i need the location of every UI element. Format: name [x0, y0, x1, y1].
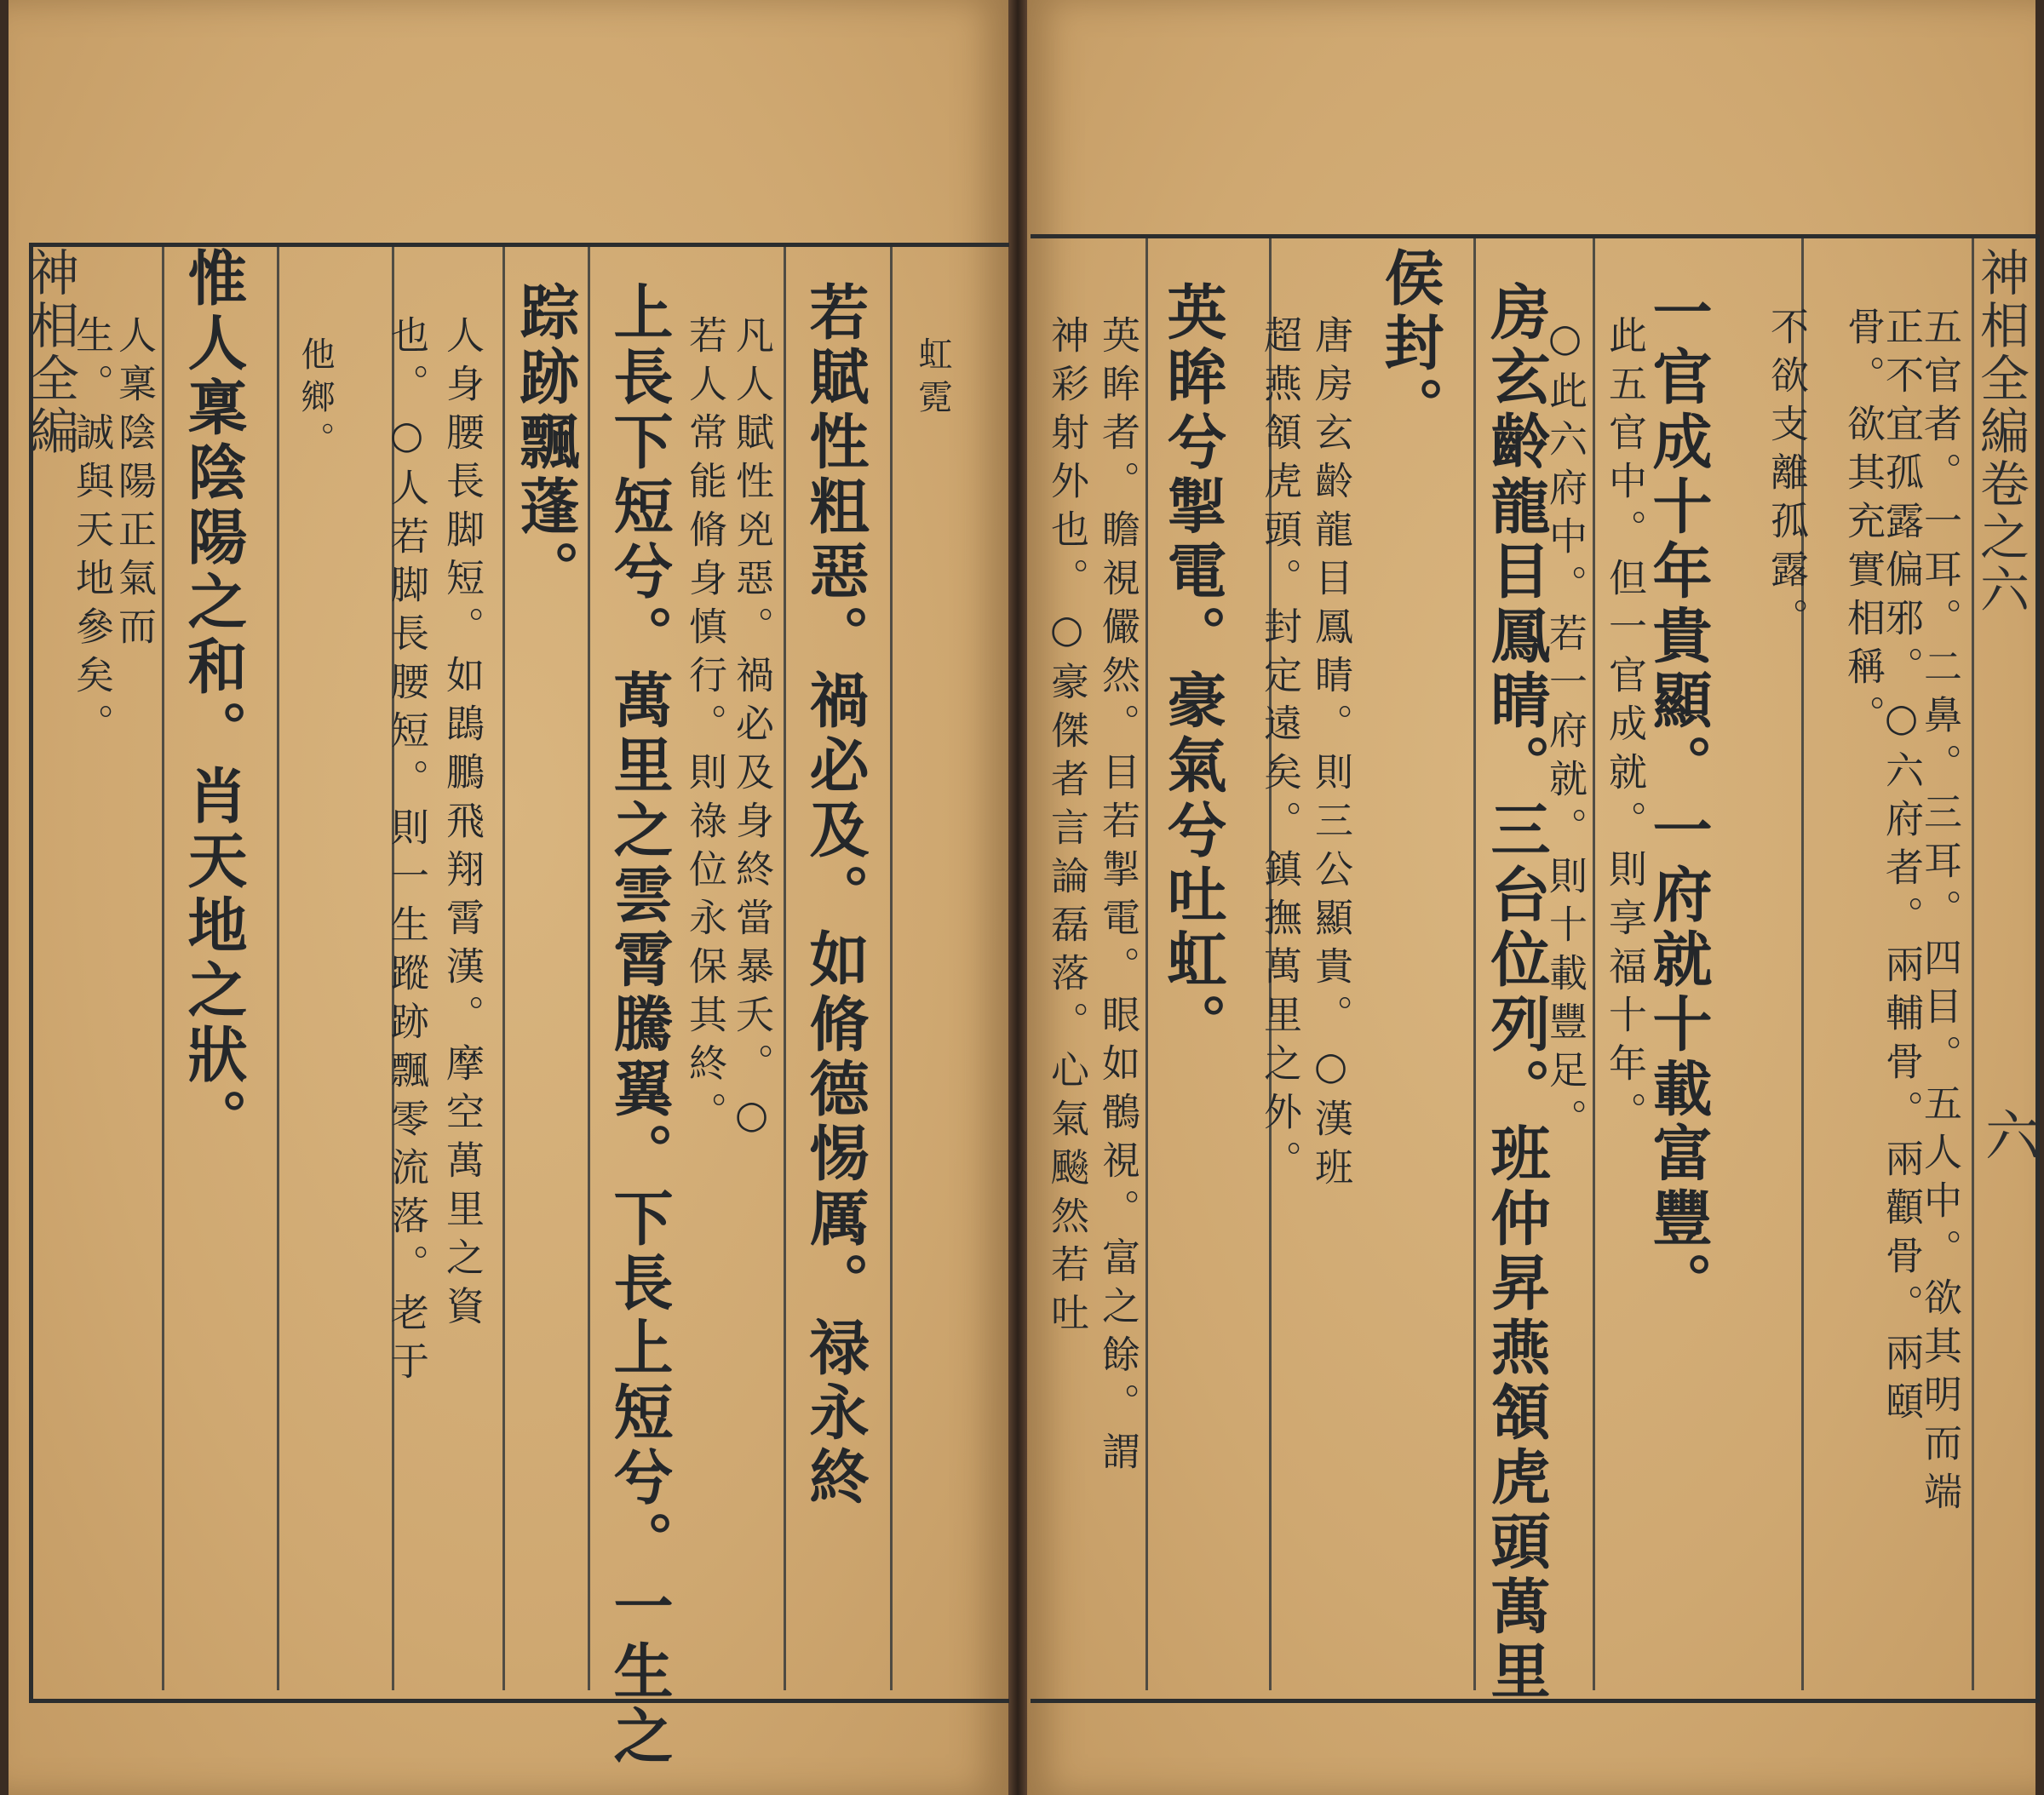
column-rule: [277, 247, 279, 1690]
text-column: 也。○人若脚長腰短。則一生蹤跡飄零流落。老于: [384, 315, 429, 1390]
text-column: 一官成十年貴顯。一府就十載富豐。: [1643, 281, 1714, 1316]
column-rule: [784, 247, 786, 1690]
margin-title: 神相全編: [21, 247, 79, 458]
margin-title: [1972, 247, 2030, 616]
text-column: 此五官中。但一官成就。則享福十年。: [1602, 315, 1647, 1140]
column-rule: [1473, 238, 1476, 1690]
text-column: 骨。欲其充實相稱。: [1840, 307, 1886, 743]
text-column: 上長下短兮。萬里之雲霄騰翼。下長上短兮。一生之: [604, 281, 675, 1769]
column-rule: [162, 247, 164, 1690]
text-column: 踪跡飄蓬。: [510, 281, 581, 605]
column-rule: [588, 247, 590, 1690]
volume-label: 卷之六: [1972, 458, 2030, 616]
text-column: 英眸兮掣電。豪氣兮吐虹。: [1157, 281, 1228, 1058]
text-column: 正不宜孤露偏邪。○六府者。兩輔骨。兩顴骨。兩頤: [1879, 307, 1924, 1430]
text-column: 不欲支離孤露。: [1764, 307, 1809, 646]
text-column: 若賦性粗惡。禍必及。如脩德惕厲。禄永終: [800, 281, 870, 1511]
text-column: 人稟陰陽正氣而: [112, 315, 157, 655]
text-column: 虹霓: [913, 336, 952, 422]
book-spine: [1008, 0, 1027, 1795]
page-side-marker: 六: [1976, 1107, 2039, 1165]
text-column: 侯封。: [1375, 247, 1445, 441]
text-column: 唐房玄齡龍目鳳睛。則三公顯貴。○漢班: [1308, 315, 1353, 1196]
column-rule: [890, 247, 893, 1690]
column-rule: [1145, 238, 1148, 1690]
text-column: 英眸者。瞻視儼然。目若掣電。眼如鶻視。富之餘。謂: [1095, 315, 1140, 1480]
text-column: 凡人賦性兇惡。禍必及身終當暴夭。○: [729, 315, 774, 1147]
text-column: 超燕頷虎頭。封定遠矣。鎮撫萬里之外。: [1257, 315, 1302, 1189]
text-column: 生。誠與天地參矣。: [69, 315, 114, 752]
book-title: 神相全編: [1972, 247, 2030, 458]
text-column: 若人常能脩身慎行。則祿位永保其終。: [682, 315, 727, 1140]
text-column: 惟人稟陰陽之和。肖天地之狀。: [178, 247, 249, 1153]
column-rule: [502, 247, 505, 1690]
text-column: 房玄齡龍目鳳睛。三台位列。班仲昇燕頷虎頭萬里: [1481, 281, 1552, 1705]
text-column: 他鄉。: [296, 336, 335, 464]
text-column: 人身腰長脚短。如鵾鵬飛翔霄漢。摩空萬里之資: [439, 315, 485, 1334]
text-column: ○此六府中。若一府就。則十載豐足。: [1542, 315, 1588, 1147]
column-rule: [1593, 238, 1595, 1690]
text-column: 五官者。一耳。二鼻。三耳。四目。五人中。欲其明而端: [1917, 307, 1962, 1520]
text-column: 神彩射外也。○豪傑者言論磊落。心氣飈然若吐: [1044, 315, 1089, 1341]
